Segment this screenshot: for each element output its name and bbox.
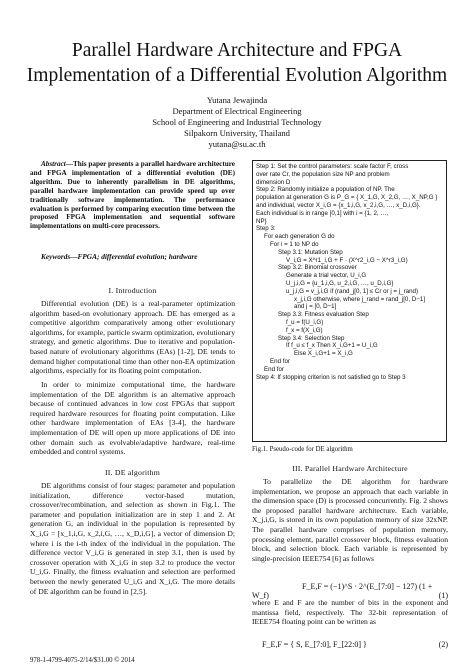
section-1-paragraph-2-text: In order to minimize computational time, the hardware implementation of the DE algorithm is an alternative approach because of continued advances in low cost FPGAs that support required hardware resources for floating point computation. Like other hardware implementation of EAs [3-4], the hardware implementation of DE will open up more applications of DE into other domain such as evolvable/adaptive hardware, real-time embedded and control systems.	[30, 380, 235, 457]
algo-line: Step 3.4: Selection Step	[278, 334, 345, 342]
author-school: School of Engineering and Industrial Technology	[152, 117, 322, 127]
equation-1-number: (1)	[438, 591, 448, 600]
algorithm-box	[252, 160, 447, 442]
paper-title	[0, 38, 474, 88]
section-2-paragraph-text: DE algorithms consist of four stages: parameter and population initialization, difference vector-based mutation, crossover/recombination, and selection as shown in Fig.1. The parameter and population initialization are in step 1 and 2. At generation G, an individual in the population is represented by X_i,G = [x_1,i,G, x_2,i,G, …, x_D,i,G], a vector of dimension D; where i is the i-th index of the individual in the population. The difference vector V_i,G is generated in step 3.1, then is used by crossover operation with X_i,G in step 3.2 to produce the vector U_i,G. Finally, the fitness evaluation and selection are performed between the newly generated U_i,G and X_i,G. The more details of DE algorithm can be found in [2,5].	[30, 481, 235, 596]
algo-line: and individual, vector X_i,G = {x_1,i,G, x_2,i,G, …, x_D,i,G}.	[256, 201, 421, 209]
section-3-paragraph-text: To parallelize the DE algorithm for hardware implementation, we propose an approach that each variable in the dimension space (D) is processed concurrently. Fig. 2 shows the proposed parallel hardware architecture. Each variable, X_j,i,G, is stored in its own population memory of size 32xNP. The parallel hardware comprises of population memory, processing element, parallel crossover block, fitness evaluation block, and selection block. Each variable is represented by single-precision IEEE754 [6] as follows	[252, 477, 448, 563]
section-1-heading: I. Introduction	[108, 286, 157, 295]
algo-line: and j = [0, D−1]	[294, 303, 337, 311]
equation-1-body: F_E,F = (−1)^S · 2^(E_[7:0] − 127) (1 + W_f)	[252, 582, 433, 600]
algo-line: For each generation G do	[264, 233, 335, 241]
algo-line: dimension D	[256, 178, 291, 186]
author-name: Yutana Jewajinda	[206, 95, 268, 105]
algo-line: Each individual is in range [0,1] with i = {1, 2, …,	[256, 209, 389, 217]
equation-2	[252, 640, 448, 649]
algo-line: Step 3.2: Binomial crossover	[278, 264, 357, 272]
algo-line: If f_u ≤ f_x Then X_i,G+1 = U_i,G	[286, 342, 378, 350]
algo-line: over rate Cr, the population size NP and problem	[256, 170, 390, 178]
algo-line: Step 3:	[256, 225, 276, 233]
keywords	[30, 252, 235, 262]
title-line-1: Parallel Hardware Architecture and FPGA	[71, 40, 403, 61]
algo-line: U_j,i,G = {u_1,i,G, u_2,i,G, …, u_D,i,G}	[286, 279, 394, 287]
algo-line: Step 3.1: Mutation Step	[278, 248, 343, 256]
algo-line: f_x = f(X_i,G)	[286, 326, 323, 334]
algo-line: population at generation G is P_G = { X_1,G, X_2,G, …, X_NP,G }	[256, 194, 438, 202]
algo-line: f_u = f(U_i,G)	[286, 318, 324, 326]
algo-line: End for	[264, 365, 284, 373]
keywords-text: Keywords—FPGA; differential evolution; hardware	[41, 252, 198, 261]
section-2-heading: II. DE algorithm	[105, 468, 160, 477]
abstract-text: —This paper presents a parallel hardware architecture and FPGA implementation of a differential evolution (DE) algorithm. Due to inherently parallelism in DE algorithms, parallel hardware implementation can provide speed up over traditionally software implementation. The performance evaluation is performed by comparing execution time between the proposed FPGA implementation and sequential software implementations on multi-core processors.	[30, 160, 235, 231]
algo-line: End for	[270, 357, 290, 365]
where-paragraph: where E and F are the number of bits in the exponent and mantissa field, respectively. The 32-bit representation of IEEE754 floating point can be written as	[252, 598, 448, 627]
section-1-paragraph-2	[30, 380, 235, 457]
algo-line: Step 3.3: Fitness evaluation Step	[278, 311, 369, 319]
abstract-label: Abstract	[41, 160, 66, 168]
section-2-paragraph	[30, 481, 235, 596]
title-line-2: Implementation of a Differential Evolution Algorithm	[26, 65, 448, 86]
equation-2-number: (2)	[438, 640, 448, 649]
algo-line: For i = 1 to NP do	[270, 240, 319, 248]
algo-line: V_i,G = X^r1_i,G + F · (X^r2_i,G − X^r3_i,G)	[286, 256, 408, 264]
author-block	[0, 95, 474, 150]
algo-line: Generate a trial vector, U_i,G	[286, 272, 367, 280]
figure-caption: Fig.1. Pseudo-code for DE algorithm	[252, 446, 353, 453]
algo-line: x_j,i,G otherwise, where j_rand = rand_j[0, D−1]	[294, 295, 426, 303]
section-3-heading: III. Parallel Hardware Architecture	[292, 464, 408, 473]
author-email[interactable]: yutana@su.ac.th	[208, 139, 266, 149]
author-univ: Silpakorn University, Thailand	[184, 128, 290, 138]
algo-line: Else X_i,G+1 = X_i,G	[294, 350, 353, 358]
algo-line: Step 2: Randomly initialize a population of NP. The	[256, 186, 395, 194]
abstract	[30, 160, 235, 231]
algo-line: Step 4: If stopping criterion is not satisfied go to Step 3	[256, 373, 406, 381]
algo-line: NP}	[256, 217, 267, 225]
algo-line: Step 1: Set the control parameters: scale factor F, cross	[256, 163, 409, 170]
algo-line: u_j,i,G = v_j,i,G if (rand_j[0, 1] ≤ Cr or j = j_rand)	[286, 287, 419, 295]
section-3-paragraph	[252, 477, 448, 563]
equation-2-body: F_E,F = { S, E_[7:0], F_[22:0] }	[262, 640, 367, 649]
section-1-paragraph-1-text: Differential evolution (DE) is a real-parameter optimization algorithm based-on evolutionary approach. DE has emerged as a competitive algorithm comparatively among other evolutionary algorithms, for example, particle swarm optimization, evolutionary strategy, and genetic algorithms. Due to iterative and population-based nature of evolutionary algorithms (EAs) [1-2], DE tends to demand higher computational time than other non-EA optimization algorithms, especially for its floating point computation.	[30, 299, 235, 376]
author-dept: Department of Electrical Engineering	[172, 106, 302, 116]
copyright-footer: 978-1-4799-4075-2/14/$31.00 © 2014	[30, 657, 135, 664]
section-1-paragraph-1	[30, 299, 235, 376]
